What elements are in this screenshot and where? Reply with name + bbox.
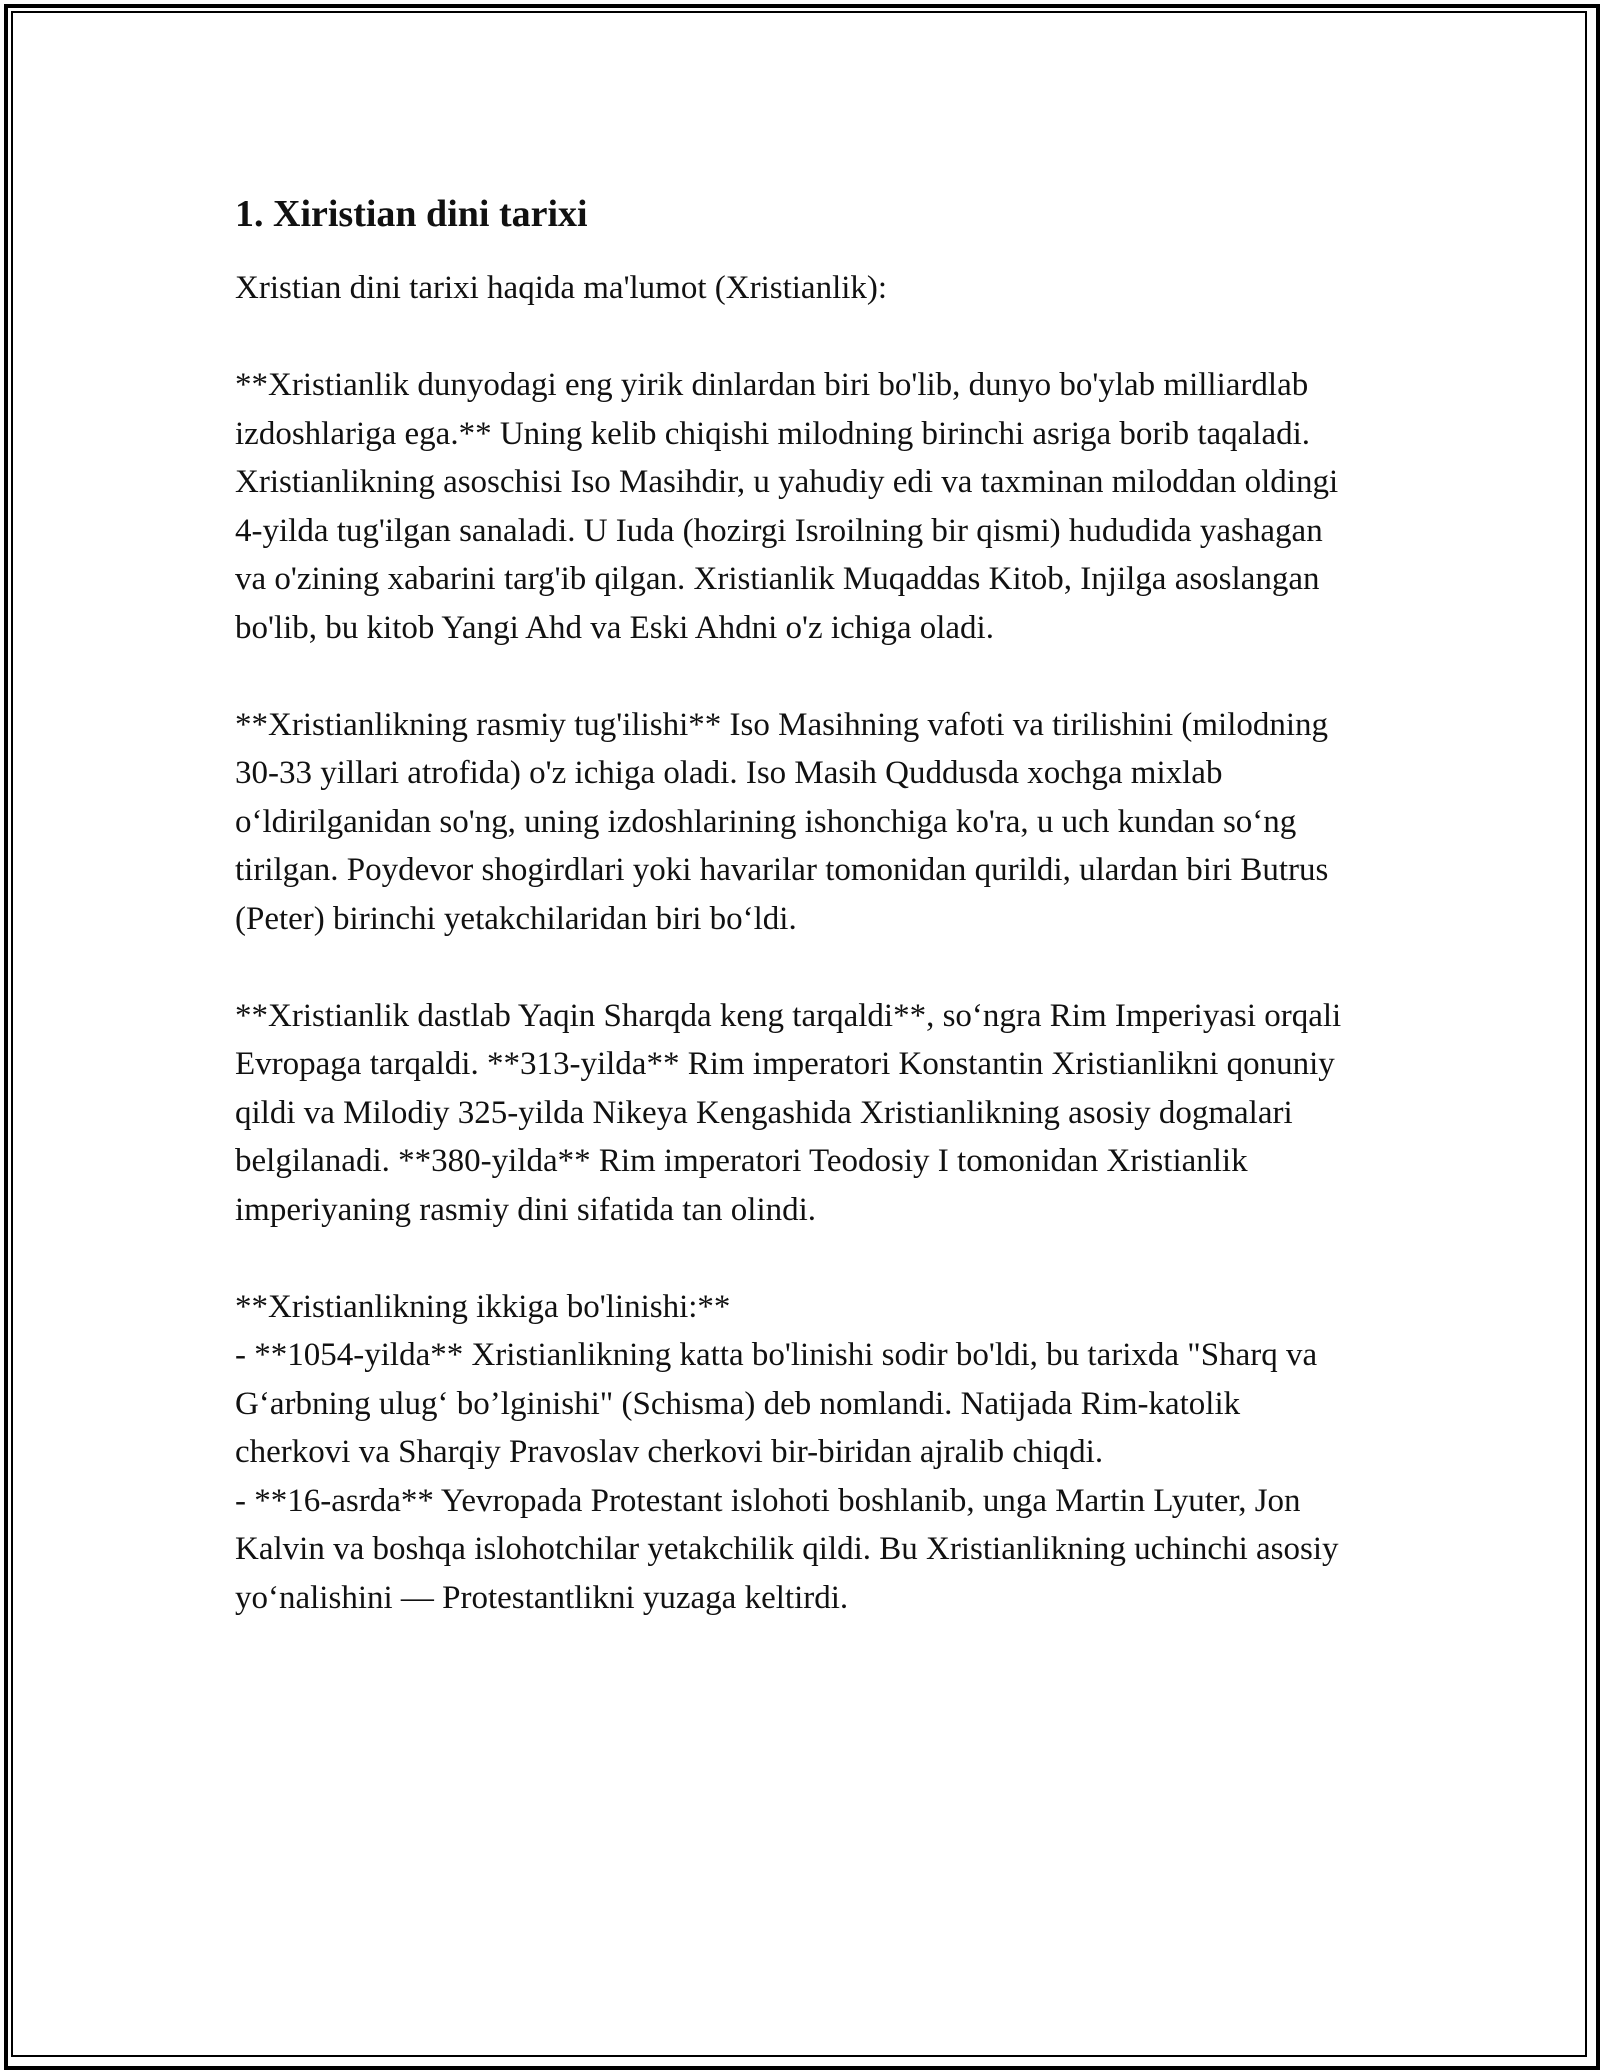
document-body	[235, 186, 1360, 1622]
paragraph-spread: **Xristianlik dastlab Yaqin Sharqda keng tarqaldi**, so‘ngra Rim Imperiyasi orqali Evropaga tarqaldi. **313-yilda** Rim imperatori Konstantin Xristianlikni qonuniy qildi va Milodiy 325-yilda Nikeya Kengashida Xristianlikning asosiy dogmalari belgilanadi. **380-yilda** Rim imperatori Teodosiy I tomonidan Xristianlik imperiyaning rasmiy dini sifatida tan olindi.	[235, 997, 1342, 1228]
paragraph-official-birth: **Xristianlikning rasmiy tug'ilishi** Iso Masihning vafoti va tirilishini (milodning 30-33 yillari atrofida) o'z ichiga oladi. Iso Masih Quddusda xochga mixlab o‘ldirilganidan so'ng, uning izdoshlarining ishonchiga ko'ra, u uch kundan so‘ng tirilgan. Poydevor shogirdlari yoki havarilar tomonidan qurildi, ulardan biri Butrus (Peter) birinchi yetakchilaridan biri bo‘ldi.	[235, 706, 1329, 937]
document-title: 1. Xiristian dini tarixi	[235, 193, 588, 235]
paragraph-origins: **Xristianlik dunyodagi eng yirik dinlardan biri bo'lib, dunyo bo'ylab milliardlab izdoshlariga ega.** Uning kelib chiqishi milodning birinchi asriga borib taqaladi. Xristianlikning asoschisi Iso Masihdir, u yahudiy edi va taxminan miloddan oldingi 4-yilda tug'ilgan sanaladi. U Iuda (hozirgi Isroilning bir qismi) hududida yashagan va o'zining xabarini targ'ib qilgan. Xristianlik Muqaddas Kitob, Injilga asoslangan bo'lib, bu kitob Yangi Ahd va Eski Ahdni o'z ichiga oladi.	[235, 367, 1339, 646]
document-intro: Xristian dini tarixi haqida ma'lumot (Xristianlik):	[235, 270, 888, 306]
list-item-schism: - **1054-yilda** Xristianlikning katta bo'linishi sodir bo'ldi, bu tarixda "Sharq va G‘arbning ulug‘ bo’lginishi" (Schisma) deb nomlandi. Natijada Rim-katolik cherkovi va Sharqiy Pravoslav cherkovi bir-biridan ajralib chiqdi.	[235, 1337, 1318, 1470]
list-item-reformation: - **16-asrda** Yevropada Protestant islohoti boshlanib, unga Martin Lyuter, Jon Kalvin va boshqa islohotchilar yetakchilik qildi. Bu Xristianlikning uchinchi asosiy yo‘nalishini — Protestantlikni yuzaga keltirdi.	[235, 1482, 1339, 1616]
split-heading: **Xristianlikning ikkiga bo'linishi:**	[235, 1288, 731, 1325]
